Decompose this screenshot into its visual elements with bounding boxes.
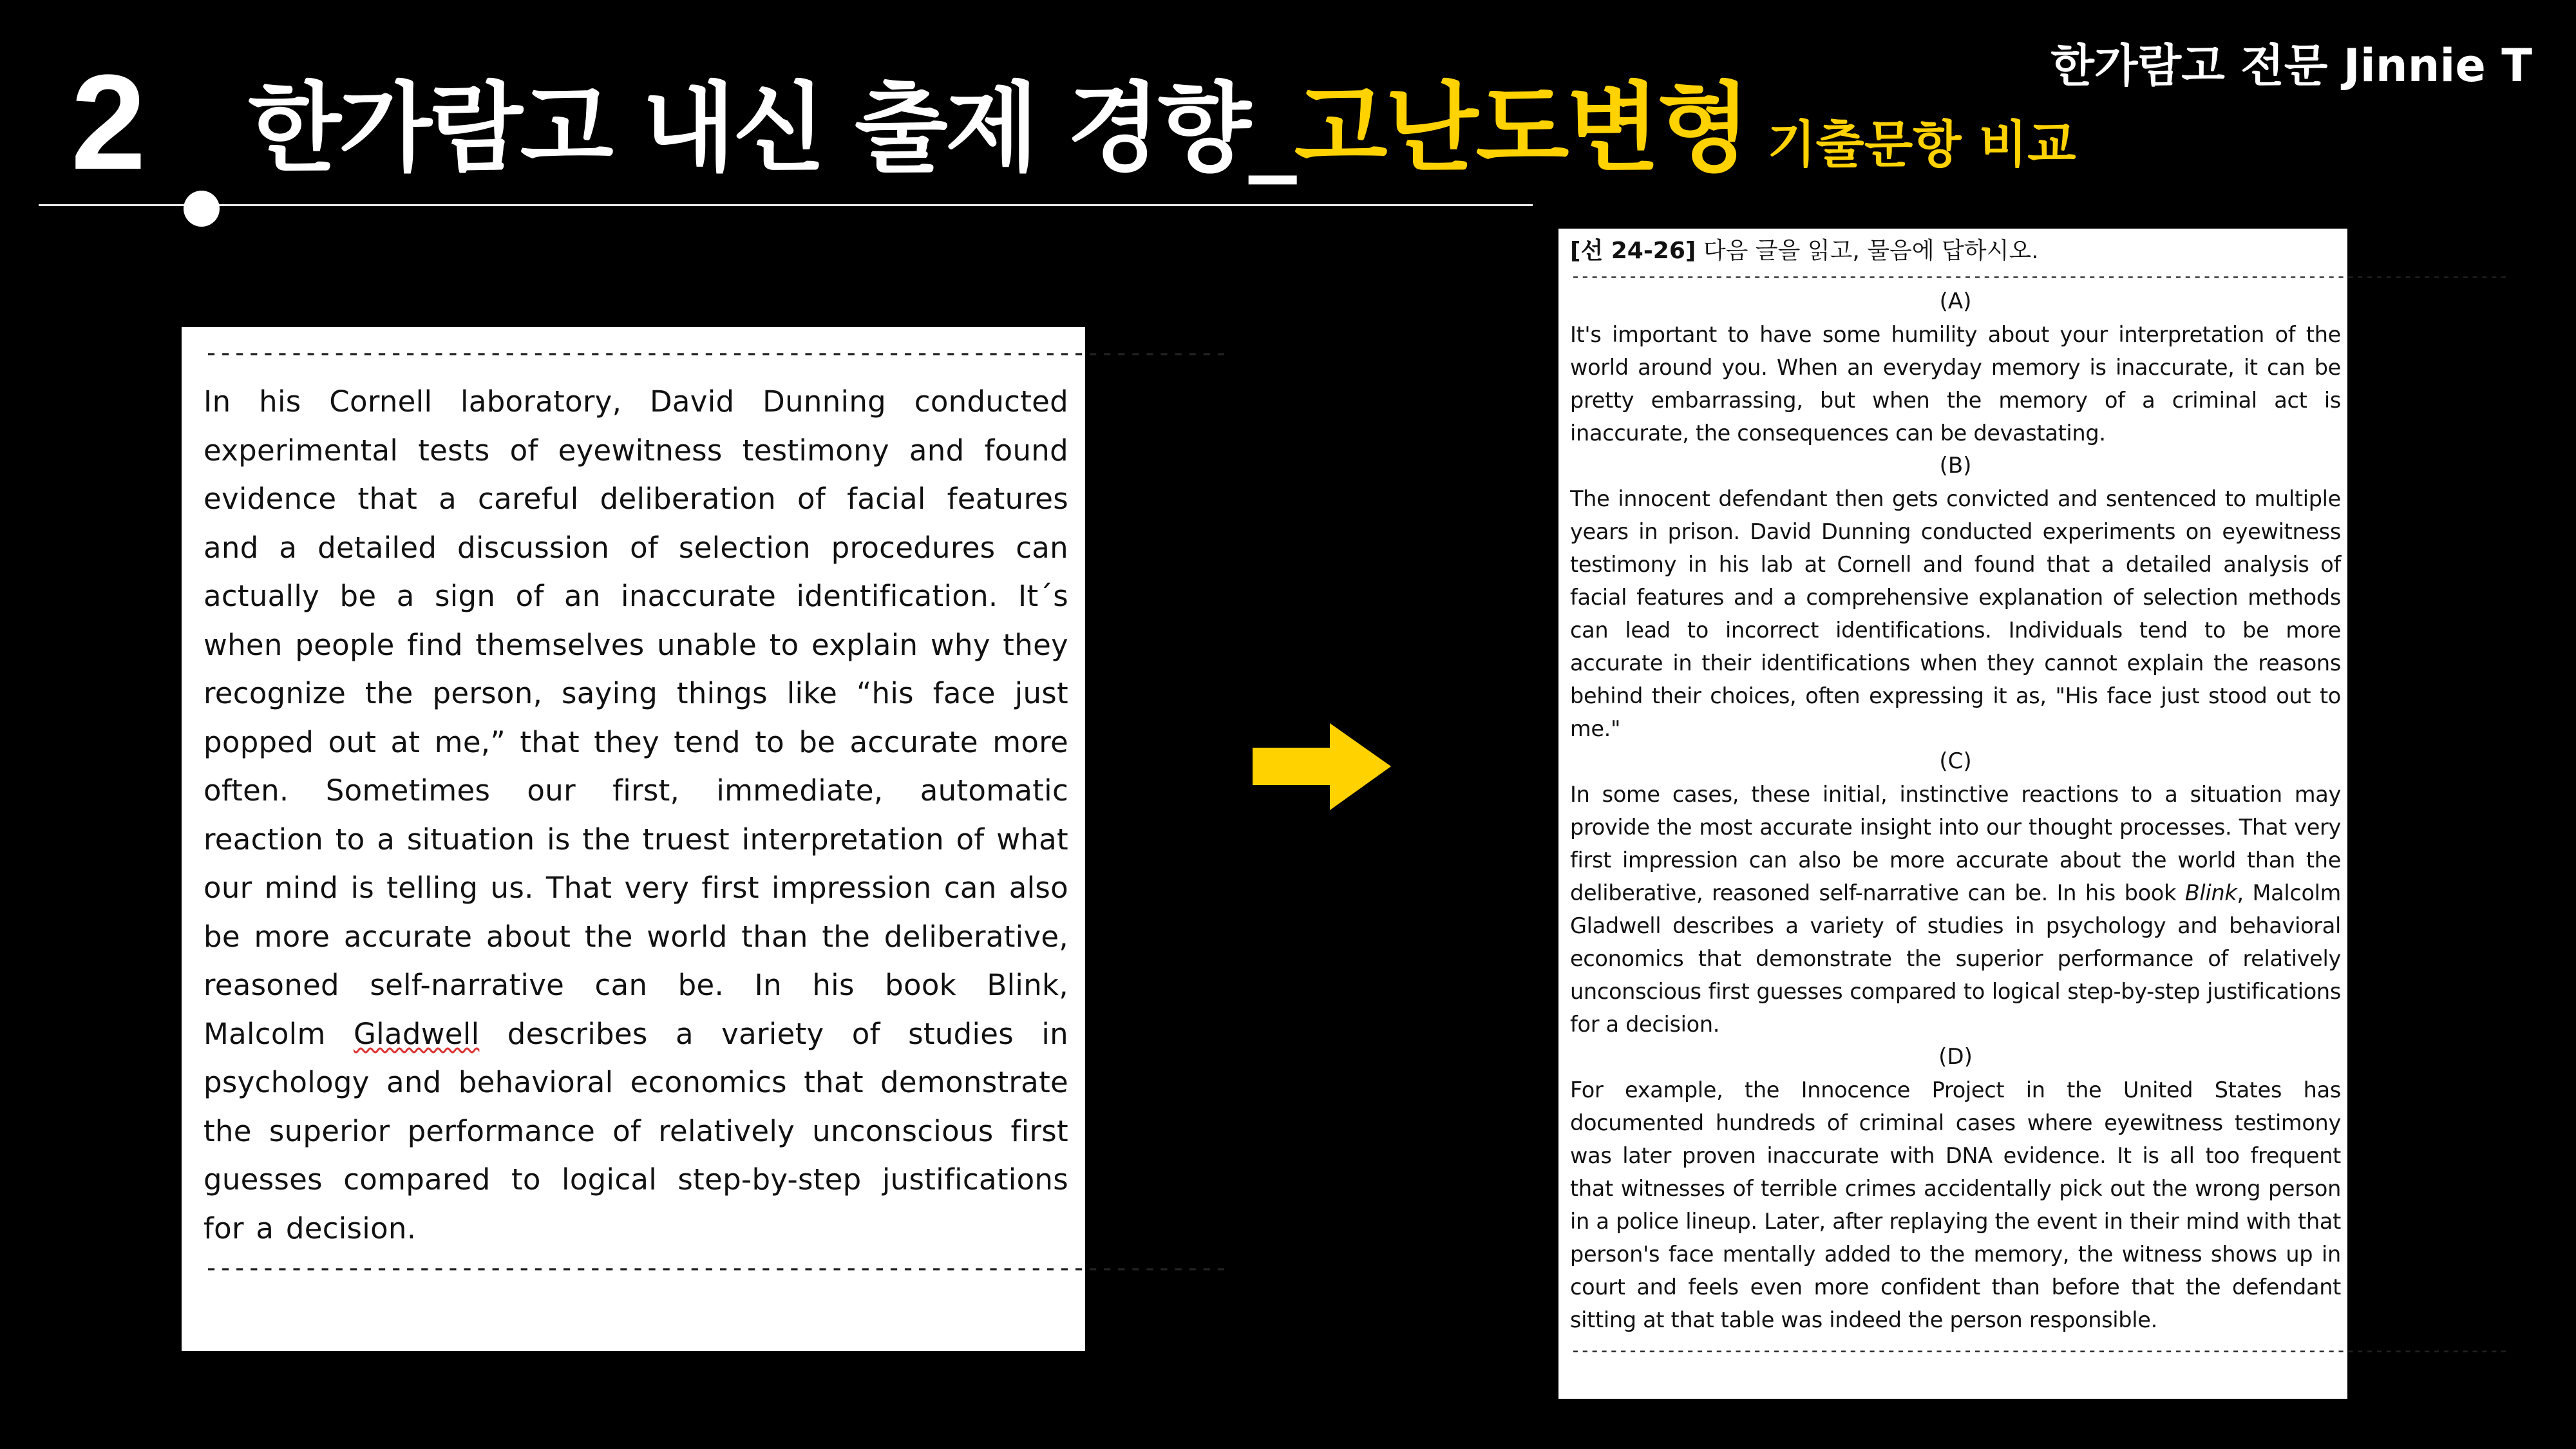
question-header — [1570, 235, 2341, 267]
section-label-b: (B) — [1939, 453, 1972, 478]
right-arrow-icon — [1253, 723, 1391, 810]
section-label-c: (C) — [1939, 748, 1972, 774]
book-title: Blink — [2184, 880, 2237, 905]
question-range: [선 24-26] — [1570, 238, 1696, 264]
variant-passage-panel — [1558, 229, 2508, 1399]
section-number: 2 — [71, 46, 146, 198]
title-bullet-dot — [184, 191, 220, 227]
section-label-a: (A) — [1939, 289, 1972, 314]
section-b-text: The innocent defendant then gets convicted and sentenced to multiple years in prison. David Dunning conducted experiments on eyewitness testimony in his lab at Cornell and found that a detailed analysis of facial features and a comprehensive explanation of selection methods can lead to incorrect identifications. Individuals tend to be more accurate in their identifications when they cannot explain the reasons behind their choices, often expressing it as, "His face just stood out to me." — [1570, 486, 2341, 741]
spellcheck-flagged-word: Gladwell — [353, 1016, 480, 1051]
question-instruction: 다음 글을 읽고, 물음에 답하시오. — [1703, 238, 2039, 264]
original-passage-panel — [182, 327, 1227, 1351]
section-c-part1: In some cases, these initial, instinctive reactions to a situation may provide the most accurate insight into our thought processes. That very first impression can also be more accurate about the world than the deliberative, reasoned self-narrative can be. In his book — [1570, 782, 2341, 905]
section-d-text: For example, the Innocence Project in the United States has documented hundreds of criminal cases where eyewitness testimony was later proven inaccurate with DNA evidence. It is all too frequent that witnesses of terrible crimes accidentally pick out the wrong person in a police lineup. Later, after replaying the event in their mind with that person's face mentally added to the memory, the witness shows up in court and feels even more confident than before that the defendant sitting at that table was indeed the person responsible. — [1570, 1077, 2341, 1332]
top-separator: ------------------------------------------------------------------------ — [204, 338, 1227, 368]
section-label-d: (D) — [1938, 1044, 1973, 1070]
original-text-part2: describes a variety of studies in psychology and behavioral economics that demonstrate the superior performance of relatively unconscious first guesses compared to logical step-by-step justifications for a decision. — [204, 1016, 1069, 1245]
brand-label: 한가람고 전문 Jinnie T — [2050, 39, 2532, 92]
page-title — [248, 73, 2076, 185]
original-passage-text — [204, 377, 1068, 1253]
title-highlight: 고난도변형 — [1294, 73, 1748, 185]
section-a-text: It's important to have some humility about your interpretation of the world around you. When an everyday memory is inaccurate, it can be pretty embarrassing, but when the memory of a criminal act is inaccurate, the consequences can be devastating. — [1570, 322, 2341, 446]
bottom-separator: ------------------------------------------------------------------------ — [204, 1253, 1227, 1283]
title-underline — [39, 204, 1533, 206]
title-subtitle: 기출문항 비교 — [1767, 116, 2076, 174]
original-text-part1: In his Cornell laboratory, David Dunning conducted experimental tests of eyewitness testimony and found evidence that a careful deliberation of facial features and a detailed discussion of selection procedures can actually be a sign of an inaccurate identification. It´s when people find themselves unable to explain why they recognize the person, saying things like “his face just popped out at me,” that they tend to be accurate more often. Sometimes our first, immediate, automatic reaction to a situation is the truest interpretation of what our mind is telling us. That very first impression can also be more accurate about the world than the deliberative, reasoned self-narrative can be. In his book Blink, Malcolm — [204, 384, 1068, 1051]
section-c-part2: , Malcolm Gladwell describes a variety of studies in psychology and behavioral economics that demonstrate the superior performance of relatively unconscious first guesses compared to logical step-by-step justifications for a decision. — [1570, 880, 2341, 1037]
section-c-text — [1570, 778, 2341, 1041]
title-main: 한가람고 내신 출제 경향_ — [248, 73, 1294, 185]
variant-top-separator: -------------------------------------------------------------------------------------------------- — [1570, 265, 2508, 287]
variant-bottom-separator: -------------------------------------------------------------------------------------------------- — [1570, 1340, 2508, 1361]
